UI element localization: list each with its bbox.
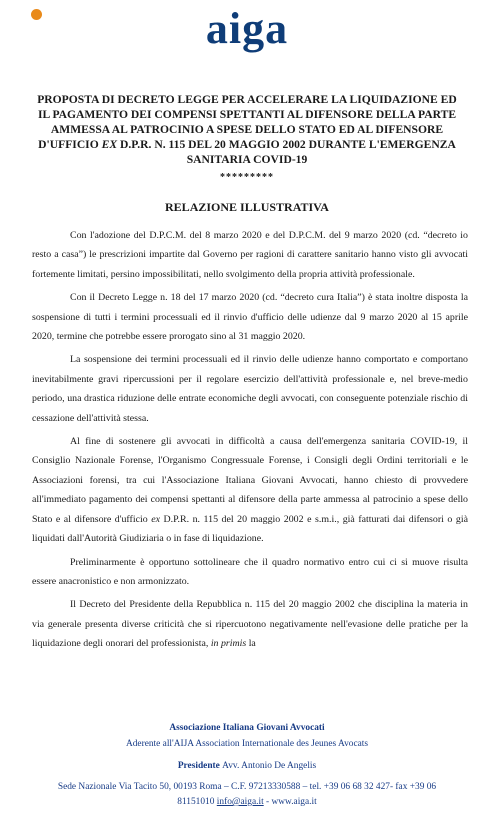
president-label: Presidente (177, 761, 220, 771)
aiga-logo (0, 2, 494, 56)
document-title: PROPOSTA DI DECRETO LEGGE PER ACCELERARE LA LIQUIDAZIONE ED IL PAGAMENTO DEI COMPENSI SPETTANTI AL DIFENSORE DELLA PARTE AMMESSA AL PATROCINIO A SPESE DELLO STATO ED AL DIFENSORE D'UFFICIO EX D.P.R. N. 115 DEL 20 MAGGIO 2002 DURANTE L'EMERGENZA SANITARIA COVID-19 (37, 93, 457, 166)
footer-address (0, 780, 494, 810)
logo-dot-icon (31, 9, 42, 20)
paragraph: Al fine di sostenere gli avvocati in difficoltà a causa dell'emergenza sanitaria COVID-19, il Consiglio Nazionale Forense, l'Organismo Congressuale Forense, i Consigli degli Ordini territoriali e le Associazioni forensi, tra cui l'Associazione Italiana Giovani Avvocati, hanno chiesto di provvedere all'immediato pagamento dei compensi spettanti al difensore della parte ammessa al patrocinio a spese dello Stato e al difensore d'ufficio ex D.P.R. n. 115 del 20 maggio 2002 e s.m.i., già fatturati dai difensori o già liquidati dall'Autorità Giudiziaria o in fase di liquidazione. (32, 436, 468, 545)
letterhead-footer (0, 720, 494, 810)
email-link[interactable]: info@aiga.it (216, 797, 264, 807)
separator: ********* (220, 172, 274, 183)
paragraph: Con l'adozione del D.P.C.M. del 8 marzo 2020 e del D.P.C.M. del 9 marzo 2020 (cd. “decreto io resto a casa”) le prescrizioni impartite dal Governo per ragioni di carattere sanitario hanno visto gli avvocati fortemente limitati, persino impossibilitati, nello svolgimento della propria attività professionale. (32, 230, 468, 280)
paragraph: Il Decreto del Presidente della Repubblica n. 115 del 20 maggio 2002 che disciplina la materia in via generale presenta diverse criticità che si ripercuotono negativamente nell'evasione delle pratiche per la liquidazione degli onorari del professionista, in primis la (32, 599, 468, 650)
president-name: Avv. Antonio De Angelis (222, 761, 317, 771)
footer-org-name: Associazione Italiana Giovani Avvocati (169, 723, 325, 733)
website-text: - www.aiga.it (263, 797, 317, 807)
paragraph: Con il Decreto Legge n. 18 del 17 marzo 2020 (cd. “decreto cura Italia”) è stata inoltre disposta la sospensione di tutti i termini processuali ed il rinvio d'ufficio delle udienze dal 9 marzo 2020 al 15 aprile 2020, termine che potrebbe essere prorogato sino al 31 maggio 2020. (32, 292, 468, 343)
document-body (32, 226, 468, 658)
paragraph: La sospensione dei termini processuali ed il rinvio delle udienze hanno comportato e comportano inevitabilmente gravi ripercussioni per il regolare esercizio dell'attività professionale e, nel breve-medio periodo, una drastica riduzione delle entrate economiche degli avvocati, con conseguente potenziale rischio di cessazione dell'attività stessa. (32, 354, 468, 424)
address-line-2 (0, 795, 494, 810)
address-fax-tail: 81151010 (177, 797, 217, 807)
paragraph: Preliminarmente è opportuno sottolineare che il quadro normativo entro cui ci si muove risulta essere anacronistico e non armonizzato. (32, 556, 468, 587)
footer-affiliation: Aderente all'AIJA Association Internationale des Jeunes Avocats (125, 739, 369, 749)
footer-president (0, 758, 494, 774)
section-title: RELAZIONE ILLUSTRATIVA (165, 200, 329, 214)
address-line-1: Sede Nazionale Via Tacito 50, 00193 Roma – C.F. 97213330588 – tel. +39 06 68 32 427- fax +39 06 (57, 782, 437, 792)
logo-wordmark: aiga (205, 4, 289, 53)
